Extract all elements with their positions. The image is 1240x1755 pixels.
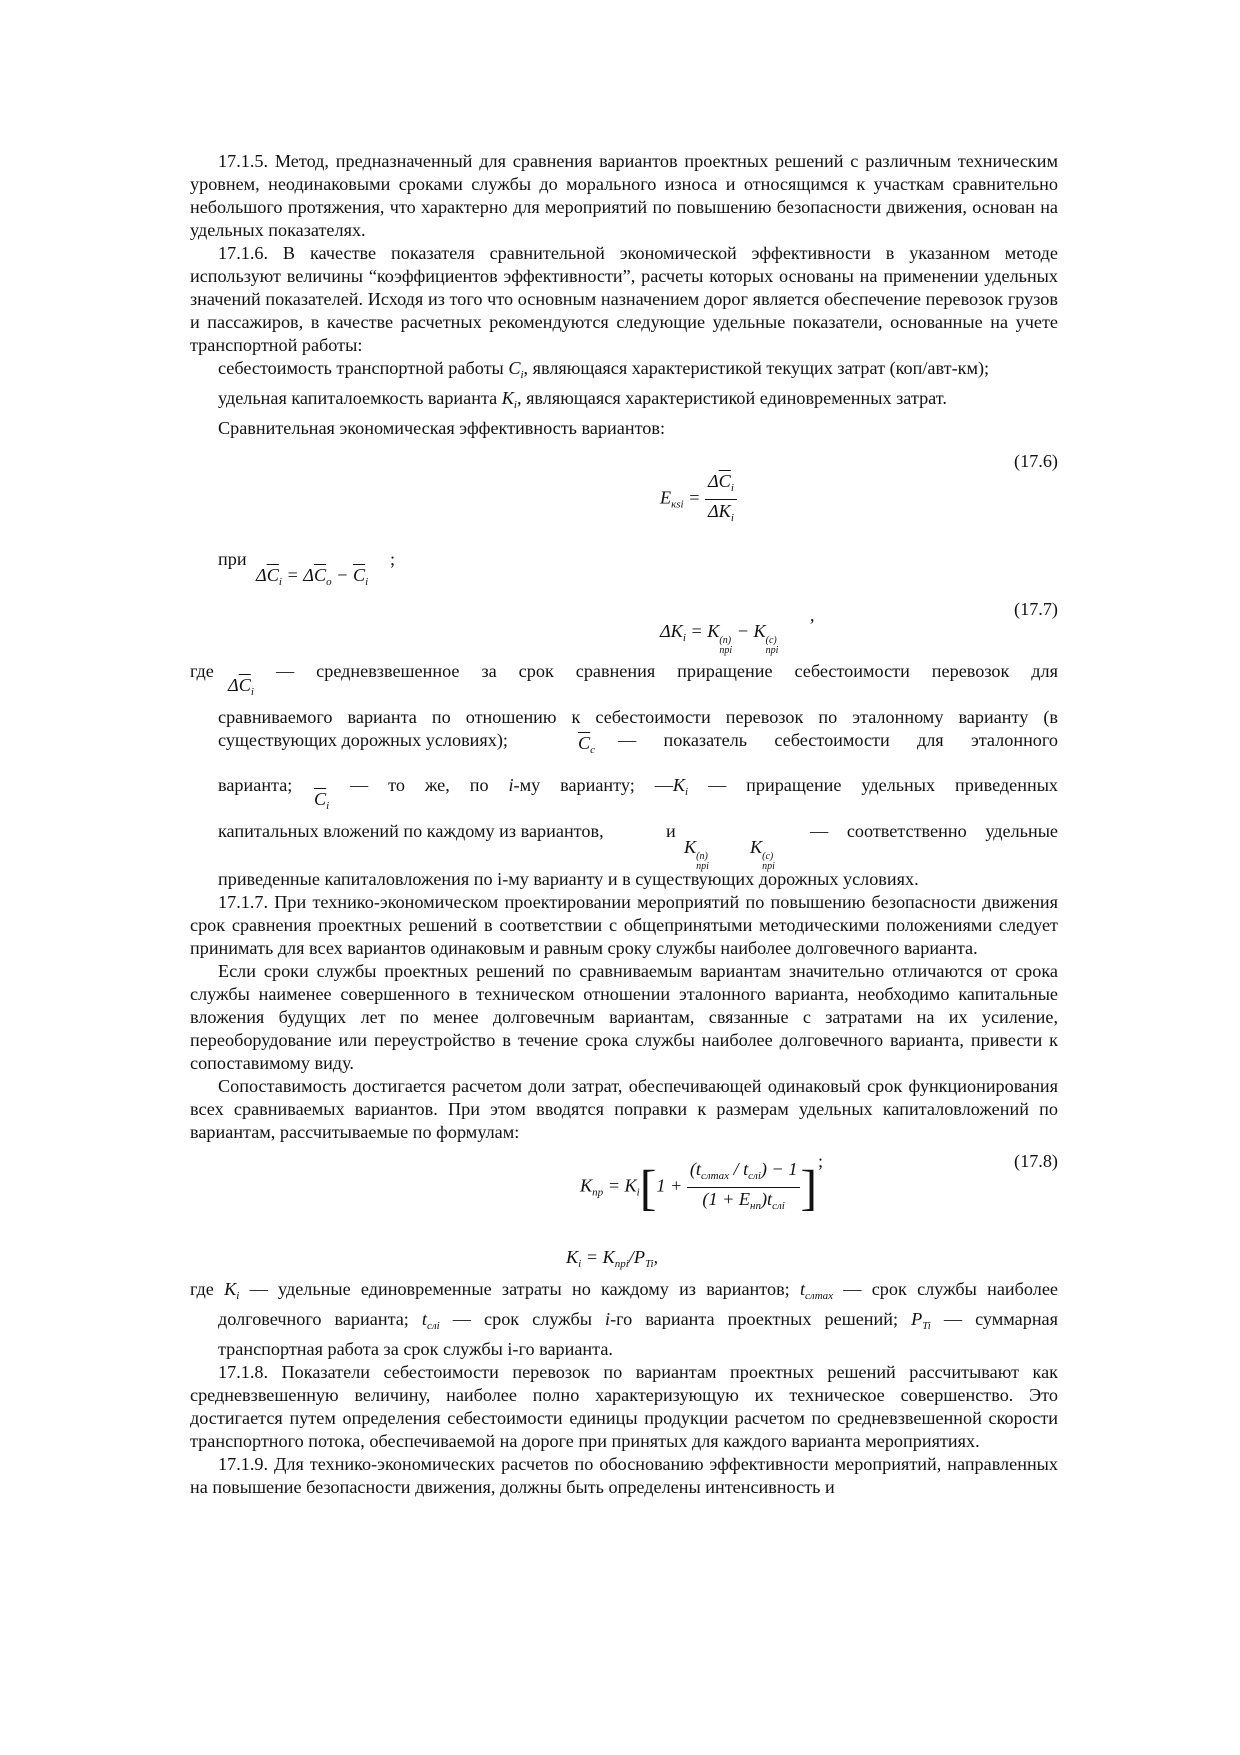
formula-k-i: $K_i = K_{прi}/P_{Ti}$, bbox=[566, 1247, 659, 1270]
equation-number: (17.6) bbox=[1014, 451, 1058, 471]
paragraph-cost: себестоимость транспортной работы $C_i$, являющаяся характеристикой текущих затрат (коп/авт-км); bbox=[218, 358, 990, 381]
definition-row-6: приведенные капиталовложения по i-му варианту и в существующих дорожных условиях. bbox=[218, 869, 919, 889]
formula-k-i-row bbox=[190, 1242, 1058, 1278]
paragraph-17-1-7: 17.1.7. При технико-экономическом проектировании мероприятий по повышению безопасности движения срок сравнения проектных решений в соответствии с общепринятыми методическими положениями следует принимать для всех вариантов одинаковым и равным сроку службы наиболее долговечного варианта. bbox=[190, 892, 1058, 958]
paragraph-efficiency: Сравнительная экономическая эффективность вариантов: bbox=[218, 418, 666, 438]
paragraph-17-1-8: 17.1.8. Показатели себестоимости перевозок по вариантам проектных решений рассчитывают как средневзвешенную величину, наиболее полно характеризующую их техническое совершенство. Это достигается путем определения себестоимости единицы продукции расчетом по средневзвешенной скорости транспортного потока, обеспечиваемой на дороге при принятых для каждого варианта мероприятиях. bbox=[190, 1362, 1058, 1451]
equation-17-8: (17.8) $K_{пр} = K_i[1$ + $\frac{(t_{слmax} / t_{слi}) - 1}{(1 + E_{нп})t_{слi}}$ ] ; bbox=[580, 1151, 1058, 1216]
definition-row-5: капитальных вложений по каждому из вариантов, и K (n) прi K (c) прi — соответственно удельные bbox=[218, 821, 1058, 872]
equation-17-7: (17.7) $\Delta K_i = K$ (n) прi − K (c) прi , bbox=[660, 599, 1058, 656]
definition-row-4: варианта; $\overline{C}_i$ — то же, по i-му варианту; $—K_i$ — приращение удельных приведенных bbox=[218, 775, 1059, 812]
definition-row-2: сравниваемого варианта по отношению к себестоимости перевозок по эталонному варианту (в существующих дорожных условиях); bbox=[218, 707, 1058, 750]
paragraph-service-life: Если сроки службы проектных решений по сравниваемым вариантам значительно отличаются от срока службы наименее совершенного в техническом отношении эталонного варианта, необходимо капитальные вложения будущих лет по менее долговечным вариантам, связанные с затратами на их усиление, переоборудование или переустройство в течение срока службы наиболее долговечного варианта, привести к сопоставимому виду. bbox=[190, 961, 1058, 1073]
equation-17-6 bbox=[190, 450, 1058, 542]
formula-delta-c: $\Delta\overline{C}_i = \Delta\overline{C}_o - \overline{C}_i$ bbox=[256, 565, 369, 588]
paragraph-17-1-6: 17.1.6. В качестве показателя сравнительной экономической эффективности в указанном методе используют величины “коэффициентов эффективности”, расчеты которых основаны на применении удельных значений показателей. Исходя из того что основным назначением дорог является обеспечение перевозок грузов и пассажиров, в качестве расчетных рекомендуются следующие удельные показатели, основанные на учете транспортной работы: bbox=[190, 243, 1058, 355]
condition-row: при $\Delta\overline{C}_i = \Delta\overline{C}_o - \overline{C}_i$ ; bbox=[190, 542, 1058, 594]
formula-k-pr: $K_{пр} = K_i[1$ + $\frac{(t_{слmax} / t_{слi}) - 1}{(1 + E_{нп})t_{слi}}$ ] bbox=[580, 1159, 818, 1216]
equation-number: (17.8) bbox=[1014, 1151, 1058, 1171]
paragraph-capital: удельная капиталоемкость варианта $K_i$, являющаяся характеристикой единовременных затрат. bbox=[218, 388, 947, 411]
document-page bbox=[190, 150, 1058, 1499]
definition-row-1: где $\Delta\overline{C}_i$ — средневзвешенное за срок сравнения приращение себестоимости перевозок для bbox=[190, 661, 1058, 698]
definition-row-3: $\overline{C}_c$ — показатель себестоимости для эталонного bbox=[578, 730, 1058, 756]
paragraph-comparability: Сопоставимость достигается расчетом доли затрат, обеспечивающей одинаковый срок функционирования всех сравниваемых вариантов. При этом вводятся поправки к размерам удельных капиталовложений по вариантам, рассчитываемые по формулам: bbox=[190, 1076, 1058, 1142]
paragraph-17-1-5: 17.1.5. Метод, предназначенный для сравнения вариантов проектных решений с различным техническим уровнем, неодинаковыми сроками службы до морального износа и относящимся к участкам сравнительно небольшого протяжения, что характерно для мероприятий по повышению безопасности движения, основан на удельных показателях. bbox=[190, 151, 1058, 240]
formula-delta-k: $\Delta K_i = K$ (n) прi − K (c) прi bbox=[660, 621, 779, 656]
formula-efficiency: $E_{кsi}$ = $\frac{\Delta\overline{C}_i}{\Delta K_i}$ bbox=[660, 470, 737, 529]
paragraph-17-1-9: 17.1.9. Для технико-экономических расчетов по обоснованию эффективности мероприятий, направленных на повышение безопасности движения, должны быть определены интенсивность и bbox=[190, 1454, 1058, 1497]
equation-number: (17.7) bbox=[1014, 599, 1058, 619]
definition-block-2: где $K_i$ — удельные единовременные затраты но каждому из вариантов; $t_{слmax}$ — срок службы наиболее долговечного варианта; $t_{слi}$ — срок службы i-го варианта проектных решений; $P_{Ti}$ — суммарная транспортная работа за срок службы i-го варианта. bbox=[190, 1279, 1058, 1359]
